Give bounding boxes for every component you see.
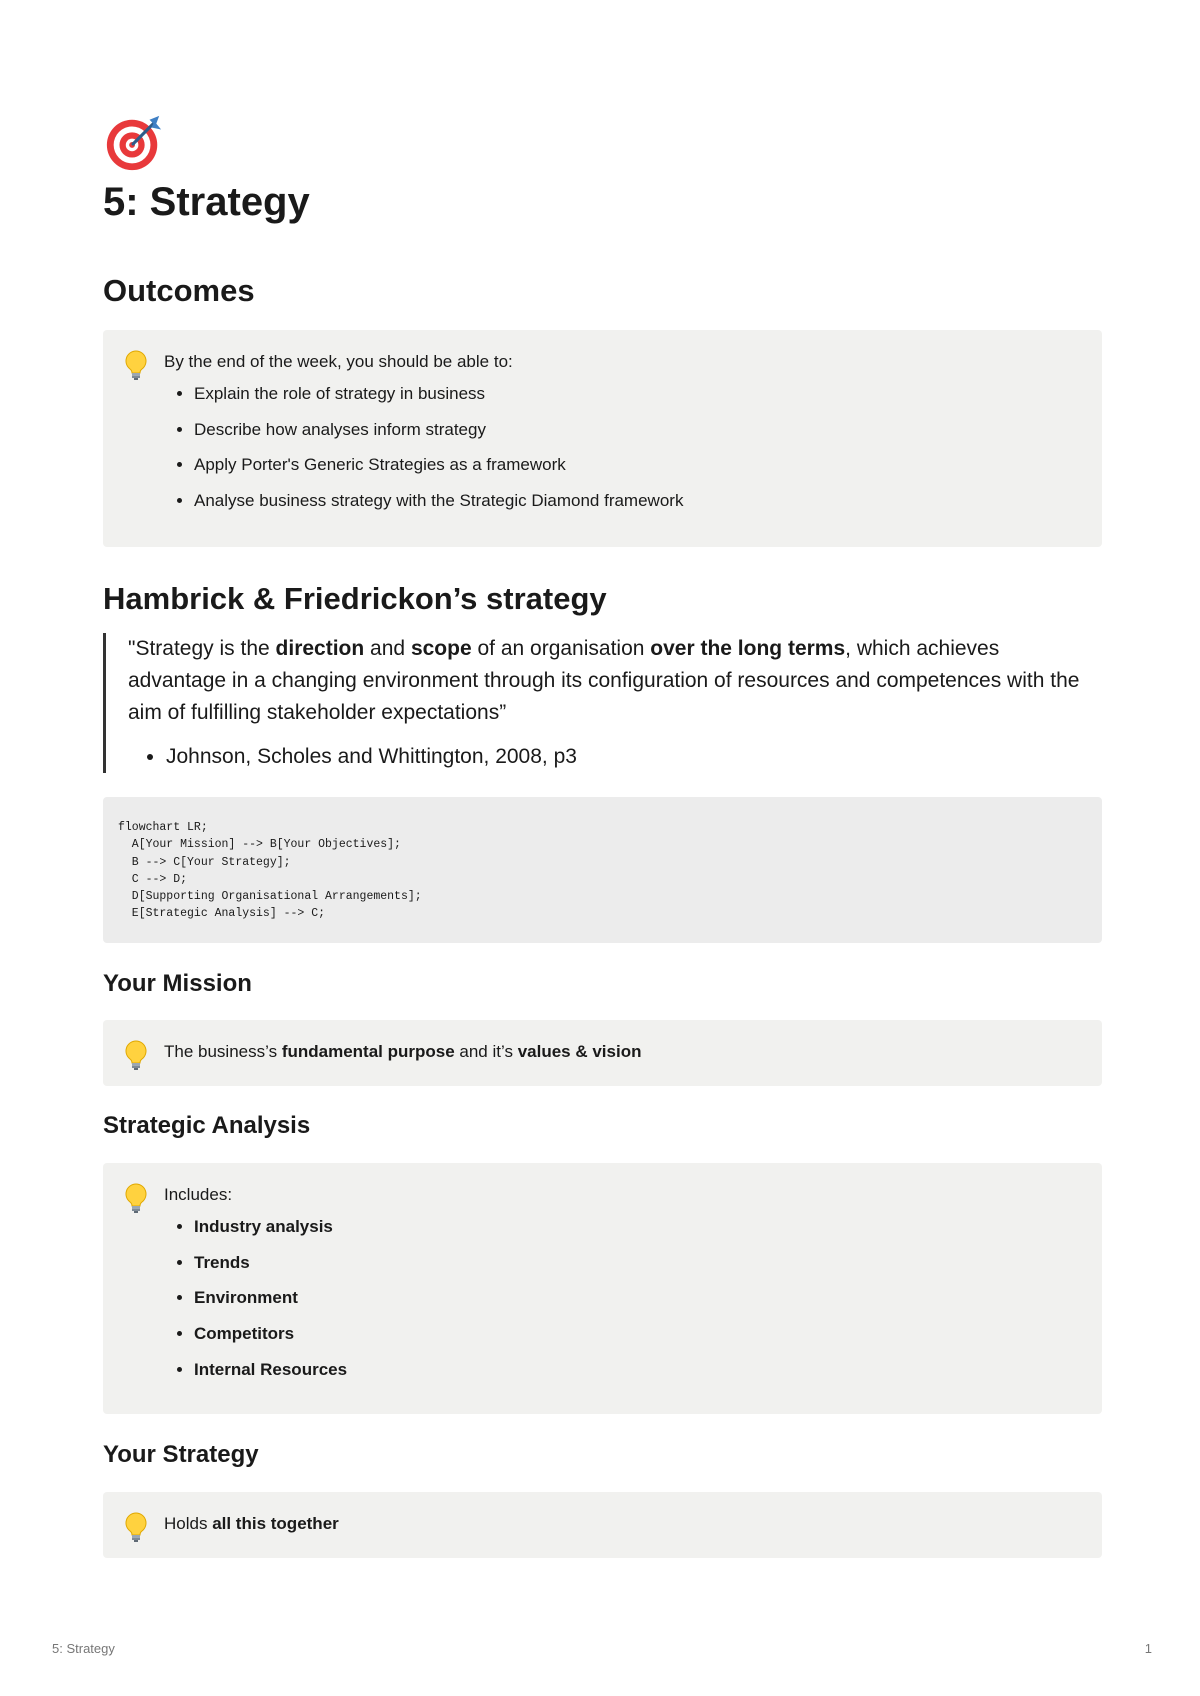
lightbulb-icon: [123, 1183, 149, 1213]
heading-your-mission: Your Mission: [103, 970, 252, 997]
dart-target-icon: [103, 112, 165, 174]
list-item: • Competitors: [194, 1322, 1078, 1346]
lightbulb-icon: [123, 1512, 149, 1542]
outcomes-callout: [103, 330, 1102, 547]
analysis-list: [164, 1215, 1078, 1382]
list-item: • Apply Porter's Generic Strategies as a framework: [194, 453, 1078, 477]
mission-callout: [103, 1020, 1102, 1086]
list-item: • Industry analysis: [194, 1215, 1078, 1239]
list-item: • Describe how analyses inform strategy: [194, 418, 1078, 442]
quote-citation: • Johnson, Scholes and Whittington, 2008, p3: [166, 741, 1102, 773]
footer-title: 5: Strategy: [52, 1641, 115, 1656]
citation-list: [128, 741, 1102, 773]
analysis-callout: [103, 1163, 1102, 1414]
flowchart-code-block: flowchart LR; A[Your Mission] --> B[Your Objectives]; B --> C[Your Strategy]; C --> D; D[Supporting Organisational Arrangements]; E[Strategic Analysis] --> C;: [103, 797, 1102, 943]
list-item: • Environment: [194, 1286, 1078, 1310]
heading-hambrick: Hambrick & Friedrickon’s strategy: [103, 581, 607, 616]
strategy-text: Holds all this together: [164, 1514, 339, 1533]
strategy-quote: [103, 633, 1102, 773]
list-item: • Explain the role of strategy in business: [194, 382, 1078, 406]
lightbulb-icon: [123, 1040, 149, 1070]
outcomes-list: [164, 382, 1078, 513]
outcomes-intro: By the end of the week, you should be able to:: [164, 352, 513, 371]
lightbulb-icon: [123, 350, 149, 380]
list-item: • Internal Resources: [194, 1358, 1078, 1382]
quote-text: "Strategy is the direction and scope of an organisation over the long terms, which achieves advantage in a changing environment through its configuration of resources and competences with the aim of fulfilling stakeholder expectations”: [128, 637, 1080, 724]
strategy-callout: [103, 1492, 1102, 1558]
analysis-intro: Includes:: [164, 1185, 233, 1204]
heading-strategic-analysis: Strategic Analysis: [103, 1112, 311, 1139]
mission-text: The business’s fundamental purpose and it’s values & vision: [164, 1042, 642, 1061]
heading-your-strategy: Your Strategy: [103, 1441, 259, 1468]
page-title: 5: Strategy: [103, 180, 310, 224]
list-item: • Analyse business strategy with the Strategic Diamond framework: [194, 489, 1078, 513]
footer-page-number: 1: [1144, 1641, 1152, 1656]
heading-outcomes: Outcomes: [103, 273, 255, 308]
list-item: • Trends: [194, 1251, 1078, 1275]
